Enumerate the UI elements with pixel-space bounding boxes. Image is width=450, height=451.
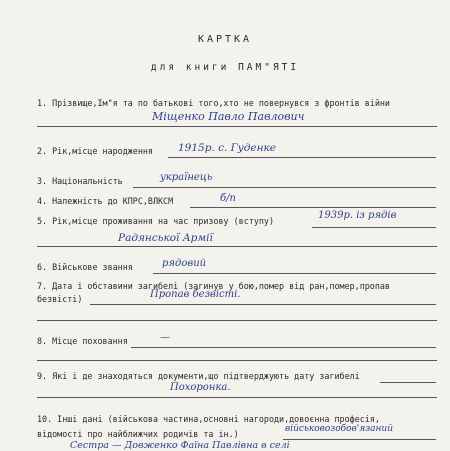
field-8-line-2 [37, 360, 437, 361]
field-5-value-2: Радянської Армії [118, 232, 213, 244]
field-5-line [312, 227, 436, 228]
field-3-line [133, 187, 436, 188]
field-3-value: українець [160, 172, 213, 183]
field-1-line [37, 126, 437, 127]
field-8-line [131, 347, 436, 348]
field-10-value-2: Сестра — Довженко Фаїна Павлівна в селі [70, 440, 290, 451]
field-5-line-2 [37, 246, 437, 247]
field-7-line-2 [37, 320, 437, 321]
field-10-label: 10. Інші дані (військова частина,основні нагороди,довоєнна професія, [37, 414, 380, 424]
field-10-value: військовозобов'язаний [285, 424, 394, 434]
field-6-line [153, 273, 436, 274]
field-9-label: 9. Які і де знаходяться документи,що підтверджують дату загибелі [37, 371, 360, 381]
field-4-line [190, 207, 436, 208]
field-5-label: 5. Рік,місце проживання на час призову (вступу) [37, 216, 274, 226]
field-2-value: 1915р. с. Гуденке [178, 142, 276, 154]
field-7-value: Пропав безвісті. [150, 289, 241, 300]
field-9-line [380, 382, 436, 383]
field-10-line [283, 439, 436, 440]
field-7-line [90, 304, 436, 305]
field-4-value: б/п [220, 193, 236, 204]
field-9-line-2 [37, 397, 437, 398]
field-1-value: Міщенко Павло Павлович [152, 110, 305, 123]
field-6-value: рядовий [162, 258, 207, 269]
card-subtitle: для книги ПАМ"ЯТІ [150, 62, 300, 73]
card-title: КАРТКА [197, 34, 253, 45]
field-3-label: 3. Національність [37, 176, 123, 186]
field-7-label-line2: безвісті) [37, 294, 83, 304]
field-9-value: Похоронка. [170, 382, 231, 393]
field-8-label: 8. Місце поховання [37, 336, 128, 346]
field-2-label: 2. Рік,місце народження [37, 146, 153, 156]
field-8-value: — [160, 332, 170, 343]
field-1-label: 1. Прізвище,Ім"я та по батькові того,хто не повернувся з фронтів війни [37, 98, 390, 108]
field-6-label: 6. Військове звання [37, 262, 133, 272]
field-10-label-line2: відомості про найближчих родичів та ін.) [37, 429, 239, 439]
field-2-line [168, 157, 436, 158]
field-7-label-line1: 7. Дата і обставини загибелі (загинув у бою,помер від ран,помер,пропав [37, 281, 390, 291]
field-4-label: 4. Належність до КПРС,ВЛКСМ [37, 196, 174, 206]
field-5-value: 1939р. із рядів [318, 210, 397, 221]
